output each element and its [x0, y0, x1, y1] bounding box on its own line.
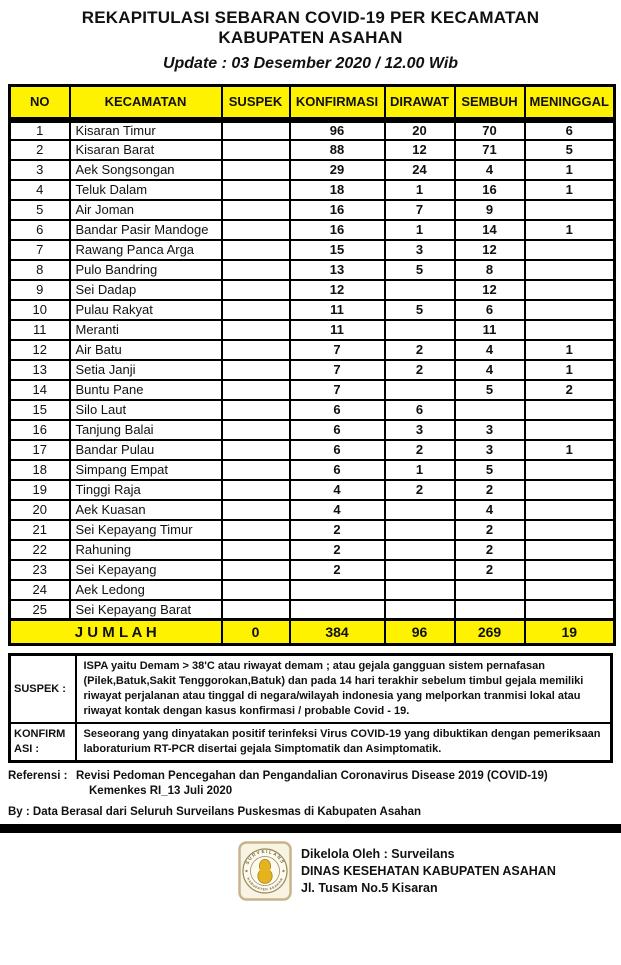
table-row	[10, 500, 615, 520]
cell-sembuh: 14	[455, 220, 525, 240]
cell-kecamatan: Sei Kepayang Timur	[70, 520, 222, 540]
cell-dirawat: 2	[385, 440, 455, 460]
total-konfirmasi: 384	[290, 620, 385, 645]
cell-kecamatan: Sei Kepayang Barat	[70, 600, 222, 620]
managed-by-line: Dikelola Oleh : Surveilans	[301, 846, 455, 861]
cell-meninggal	[525, 420, 615, 440]
cell-konfirmasi: 6	[290, 440, 385, 460]
total-dirawat: 96	[385, 620, 455, 645]
cell-dirawat: 1	[385, 220, 455, 240]
cell-kecamatan: Kisaran Timur	[70, 120, 222, 140]
cell-sembuh	[455, 580, 525, 600]
cell-suspek	[222, 140, 290, 160]
cell-no: 9	[10, 280, 70, 300]
table-row	[10, 240, 615, 260]
cell-suspek	[222, 600, 290, 620]
cell-suspek	[222, 240, 290, 260]
cell-sembuh: 2	[455, 520, 525, 540]
note-label-konfirmasi: KONFIRMASI :	[10, 723, 76, 762]
column-header-konfirmasi: KONFIRMASI	[290, 86, 385, 120]
cell-meninggal: 1	[525, 160, 615, 180]
cell-meninggal: 5	[525, 140, 615, 160]
cell-sembuh	[455, 600, 525, 620]
logo-footprint	[258, 859, 272, 883]
cell-dirawat	[385, 580, 455, 600]
cell-konfirmasi: 4	[290, 480, 385, 500]
table-header-row	[10, 86, 615, 120]
table-row	[10, 200, 615, 220]
cell-dirawat: 20	[385, 120, 455, 140]
cell-kecamatan: Pulau Rakyat	[70, 300, 222, 320]
cell-suspek	[222, 320, 290, 340]
cell-sembuh: 4	[455, 360, 525, 380]
cell-suspek	[222, 220, 290, 240]
cell-no: 8	[10, 260, 70, 280]
total-row	[10, 620, 615, 645]
cell-kecamatan: Sei Kepayang	[70, 560, 222, 580]
cell-sembuh: 3	[455, 440, 525, 460]
total-meninggal: 19	[525, 620, 615, 645]
cell-konfirmasi: 4	[290, 500, 385, 520]
cell-meninggal	[525, 260, 615, 280]
cell-kecamatan: Air Batu	[70, 340, 222, 360]
cell-konfirmasi: 18	[290, 180, 385, 200]
cell-suspek	[222, 380, 290, 400]
cell-meninggal	[525, 200, 615, 220]
cell-kecamatan: Tanjung Balai	[70, 420, 222, 440]
cell-sembuh: 70	[455, 120, 525, 140]
cell-kecamatan: Bandar Pulau	[70, 440, 222, 460]
cell-dirawat: 7	[385, 200, 455, 220]
table-row	[10, 340, 615, 360]
cell-meninggal: 1	[525, 440, 615, 460]
page-subtitle: KABUPATEN ASAHAN	[218, 28, 403, 47]
cell-sembuh: 2	[455, 540, 525, 560]
total-label: J U M L A H	[10, 620, 222, 645]
referensi-block	[8, 769, 613, 799]
cell-meninggal	[525, 460, 615, 480]
cell-suspek	[222, 200, 290, 220]
address-line: Jl. Tusam No.5 Kisaran	[301, 880, 438, 895]
cell-dirawat: 6	[385, 400, 455, 420]
cell-sembuh	[455, 400, 525, 420]
cell-suspek	[222, 580, 290, 600]
cell-dirawat	[385, 540, 455, 560]
cell-sembuh: 9	[455, 200, 525, 220]
cell-no: 4	[10, 180, 70, 200]
table-row	[10, 380, 615, 400]
referensi-line2: Kemenkes RI_13 Juli 2020	[89, 785, 233, 797]
cell-no: 25	[10, 600, 70, 620]
cell-no: 6	[10, 220, 70, 240]
column-header-no: NO	[10, 86, 70, 120]
cell-kecamatan: Aek Ledong	[70, 580, 222, 600]
cell-konfirmasi: 6	[290, 460, 385, 480]
table-row	[10, 260, 615, 280]
cell-suspek	[222, 360, 290, 380]
footer-block	[238, 841, 621, 901]
cell-konfirmasi: 2	[290, 520, 385, 540]
cell-dirawat: 3	[385, 240, 455, 260]
cell-meninggal: 1	[525, 340, 615, 360]
column-header-kecamatan: KECAMATAN	[70, 86, 222, 120]
cell-sembuh: 2	[455, 560, 525, 580]
cell-dirawat: 1	[385, 460, 455, 480]
divider-bar	[0, 824, 621, 833]
cell-dirawat: 1	[385, 180, 455, 200]
cell-sembuh: 11	[455, 320, 525, 340]
cell-no: 10	[10, 300, 70, 320]
table-row	[10, 140, 615, 160]
table-row	[10, 580, 615, 600]
cell-suspek	[222, 420, 290, 440]
cell-konfirmasi: 11	[290, 300, 385, 320]
cell-meninggal	[525, 240, 615, 260]
cell-konfirmasi: 16	[290, 220, 385, 240]
cell-suspek	[222, 300, 290, 320]
cell-sembuh: 5	[455, 380, 525, 400]
cell-meninggal	[525, 580, 615, 600]
footer-text	[301, 846, 556, 897]
cell-konfirmasi: 6	[290, 420, 385, 440]
cell-dirawat	[385, 500, 455, 520]
cell-kecamatan: Simpang Empat	[70, 460, 222, 480]
cell-konfirmasi: 7	[290, 340, 385, 360]
note-text-suspek: ISPA yaitu Demam > 38'C atau riwayat demam ; atau gejala gangguan sistem pernafasan (Pilek,Batuk,Sakit Tenggorokan,Batuk) dan pada 14 hari terakhir sebelum timbul gejala memiliki riwayat perjalanan atau tinggal di negara/wilayah indonesia yang melporkan tranmisi lokal atau riwayat kontak dengan kasus konfirmasi / probable Covid - 19.	[76, 655, 612, 724]
total-suspek: 0	[222, 620, 290, 645]
cell-kecamatan: Kisaran Barat	[70, 140, 222, 160]
cell-dirawat: 2	[385, 340, 455, 360]
cell-konfirmasi: 6	[290, 400, 385, 420]
cell-dirawat	[385, 560, 455, 580]
cell-meninggal	[525, 500, 615, 520]
cell-suspek	[222, 500, 290, 520]
cell-no: 16	[10, 420, 70, 440]
notes-table	[8, 653, 613, 763]
cell-meninggal: 2	[525, 380, 615, 400]
cell-no: 11	[10, 320, 70, 340]
table-row	[10, 440, 615, 460]
table-row	[10, 360, 615, 380]
cell-no: 7	[10, 240, 70, 260]
cell-no: 23	[10, 560, 70, 580]
total-sembuh: 269	[455, 620, 525, 645]
table-row	[10, 180, 615, 200]
cell-no: 21	[10, 520, 70, 540]
cell-konfirmasi: 2	[290, 540, 385, 560]
cell-no: 19	[10, 480, 70, 500]
cell-suspek	[222, 460, 290, 480]
cell-kecamatan: Silo Laut	[70, 400, 222, 420]
cell-no: 20	[10, 500, 70, 520]
cell-suspek	[222, 160, 290, 180]
cell-dirawat: 3	[385, 420, 455, 440]
cell-kecamatan: Tinggi Raja	[70, 480, 222, 500]
cell-sembuh: 3	[455, 420, 525, 440]
cell-dirawat: 24	[385, 160, 455, 180]
cell-meninggal	[525, 300, 615, 320]
cell-no: 22	[10, 540, 70, 560]
cell-meninggal: 6	[525, 120, 615, 140]
table-row	[10, 120, 615, 140]
cell-sembuh: 4	[455, 160, 525, 180]
referensi-label: Referensi :	[8, 770, 68, 782]
cell-sembuh: 4	[455, 340, 525, 360]
cell-no: 12	[10, 340, 70, 360]
dinkes-logo	[238, 841, 292, 901]
cell-kecamatan: Pulo Bandring	[70, 260, 222, 280]
cell-meninggal	[525, 400, 615, 420]
cell-kecamatan: Air Joman	[70, 200, 222, 220]
cell-dirawat: 5	[385, 260, 455, 280]
table-row	[10, 560, 615, 580]
referensi-line1: Revisi Pedoman Pencegahan dan Pengandalian Coronavirus Disease 2019 (COVID-19)	[76, 770, 548, 782]
cell-meninggal	[525, 600, 615, 620]
cell-dirawat: 5	[385, 300, 455, 320]
cell-konfirmasi: 12	[290, 280, 385, 300]
cell-suspek	[222, 340, 290, 360]
cell-konfirmasi	[290, 580, 385, 600]
cell-kecamatan: Sei Dadap	[70, 280, 222, 300]
cell-konfirmasi: 15	[290, 240, 385, 260]
cell-no: 3	[10, 160, 70, 180]
cell-no: 17	[10, 440, 70, 460]
cell-sembuh: 12	[455, 280, 525, 300]
note-text-konfirmasi: Seseorang yang dinyatakan positif terinfeksi Virus COVID-19 yang dibuktikan dengan pemeriksaan laboraturium RT-PCR disertai gejala Simptomatik dan Asimptomatik.	[76, 723, 612, 762]
cell-konfirmasi: 2	[290, 560, 385, 580]
cell-dirawat	[385, 380, 455, 400]
cell-kecamatan: Bandar Pasir Mandoge	[70, 220, 222, 240]
cell-no: 2	[10, 140, 70, 160]
cell-meninggal: 1	[525, 180, 615, 200]
cell-suspek	[222, 480, 290, 500]
cell-meninggal: 1	[525, 220, 615, 240]
cell-meninggal	[525, 560, 615, 580]
cell-sembuh: 71	[455, 140, 525, 160]
cell-no: 14	[10, 380, 70, 400]
cell-suspek	[222, 560, 290, 580]
table-row	[10, 520, 615, 540]
cell-konfirmasi: 16	[290, 200, 385, 220]
cell-no: 15	[10, 400, 70, 420]
cell-no: 13	[10, 360, 70, 380]
cell-meninggal	[525, 280, 615, 300]
cell-konfirmasi: 7	[290, 380, 385, 400]
cell-suspek	[222, 260, 290, 280]
cell-no: 1	[10, 120, 70, 140]
cell-meninggal	[525, 540, 615, 560]
page-title: REKAPITULASI SEBARAN COVID-19 PER KECAMATAN	[81, 8, 540, 27]
cell-sembuh: 6	[455, 300, 525, 320]
note-row-suspek	[10, 655, 612, 724]
cell-sembuh: 12	[455, 240, 525, 260]
cell-kecamatan: Aek Kuasan	[70, 500, 222, 520]
column-header-dirawat: DIRAWAT	[385, 86, 455, 120]
note-row-konfirmasi	[10, 723, 612, 762]
logo-arc-bottom-text: KABUPATEN ASAHAN	[245, 877, 285, 892]
cell-konfirmasi: 11	[290, 320, 385, 340]
cell-no: 24	[10, 580, 70, 600]
cell-no: 18	[10, 460, 70, 480]
cell-kecamatan: Rahuning	[70, 540, 222, 560]
column-header-sembuh: SEMBUH	[455, 86, 525, 120]
table-row	[10, 300, 615, 320]
cell-kecamatan: Buntu Pane	[70, 380, 222, 400]
cell-konfirmasi: 13	[290, 260, 385, 280]
cell-meninggal: 1	[525, 360, 615, 380]
cell-meninggal	[525, 320, 615, 340]
cell-dirawat	[385, 320, 455, 340]
cell-konfirmasi: 7	[290, 360, 385, 380]
cell-dirawat	[385, 280, 455, 300]
table-row	[10, 420, 615, 440]
organization-name: DINAS KESEHATAN KABUPATEN ASAHAN	[301, 863, 556, 878]
cell-suspek	[222, 180, 290, 200]
cell-meninggal	[525, 520, 615, 540]
cell-no: 5	[10, 200, 70, 220]
cell-konfirmasi	[290, 600, 385, 620]
cell-dirawat	[385, 600, 455, 620]
cell-sembuh: 4	[455, 500, 525, 520]
table-row	[10, 600, 615, 620]
cell-sembuh: 16	[455, 180, 525, 200]
cell-kecamatan: Aek Songsongan	[70, 160, 222, 180]
cell-konfirmasi: 29	[290, 160, 385, 180]
cell-dirawat: 2	[385, 480, 455, 500]
logo-arc-top-text: SURVEILANS	[244, 848, 286, 866]
cell-suspek	[222, 280, 290, 300]
cell-suspek	[222, 440, 290, 460]
table-row	[10, 480, 615, 500]
by-line: By : Data Berasal dari Seluruh Surveilans Puskesmas di Kabupaten Asahan	[8, 806, 422, 818]
cell-kecamatan: Rawang Panca Arga	[70, 240, 222, 260]
cell-suspek	[222, 520, 290, 540]
table-row	[10, 160, 615, 180]
cell-suspek	[222, 540, 290, 560]
cell-dirawat: 12	[385, 140, 455, 160]
cell-kecamatan: Meranti	[70, 320, 222, 340]
table-row	[10, 460, 615, 480]
cell-sembuh: 8	[455, 260, 525, 280]
cell-dirawat: 2	[385, 360, 455, 380]
cell-suspek	[222, 120, 290, 140]
cell-kecamatan: Setia Janji	[70, 360, 222, 380]
column-header-suspek: SUSPEK	[222, 86, 290, 120]
table-row	[10, 220, 615, 240]
table-row	[10, 280, 615, 300]
column-header-meninggal: MENINGGAL	[525, 86, 615, 120]
update-line: Update : 03 Desember 2020 / 12.00 Wib	[162, 55, 459, 72]
table-row	[10, 400, 615, 420]
cell-sembuh: 5	[455, 460, 525, 480]
cell-meninggal	[525, 480, 615, 500]
referensi-lines	[76, 769, 548, 799]
cell-dirawat	[385, 520, 455, 540]
cell-suspek	[222, 400, 290, 420]
note-label-suspek: SUSPEK :	[10, 655, 76, 724]
covid-table	[8, 84, 616, 646]
cell-konfirmasi: 96	[290, 120, 385, 140]
cell-kecamatan: Teluk Dalam	[70, 180, 222, 200]
table-row	[10, 540, 615, 560]
cell-konfirmasi: 88	[290, 140, 385, 160]
cell-sembuh: 2	[455, 480, 525, 500]
table-row	[10, 320, 615, 340]
